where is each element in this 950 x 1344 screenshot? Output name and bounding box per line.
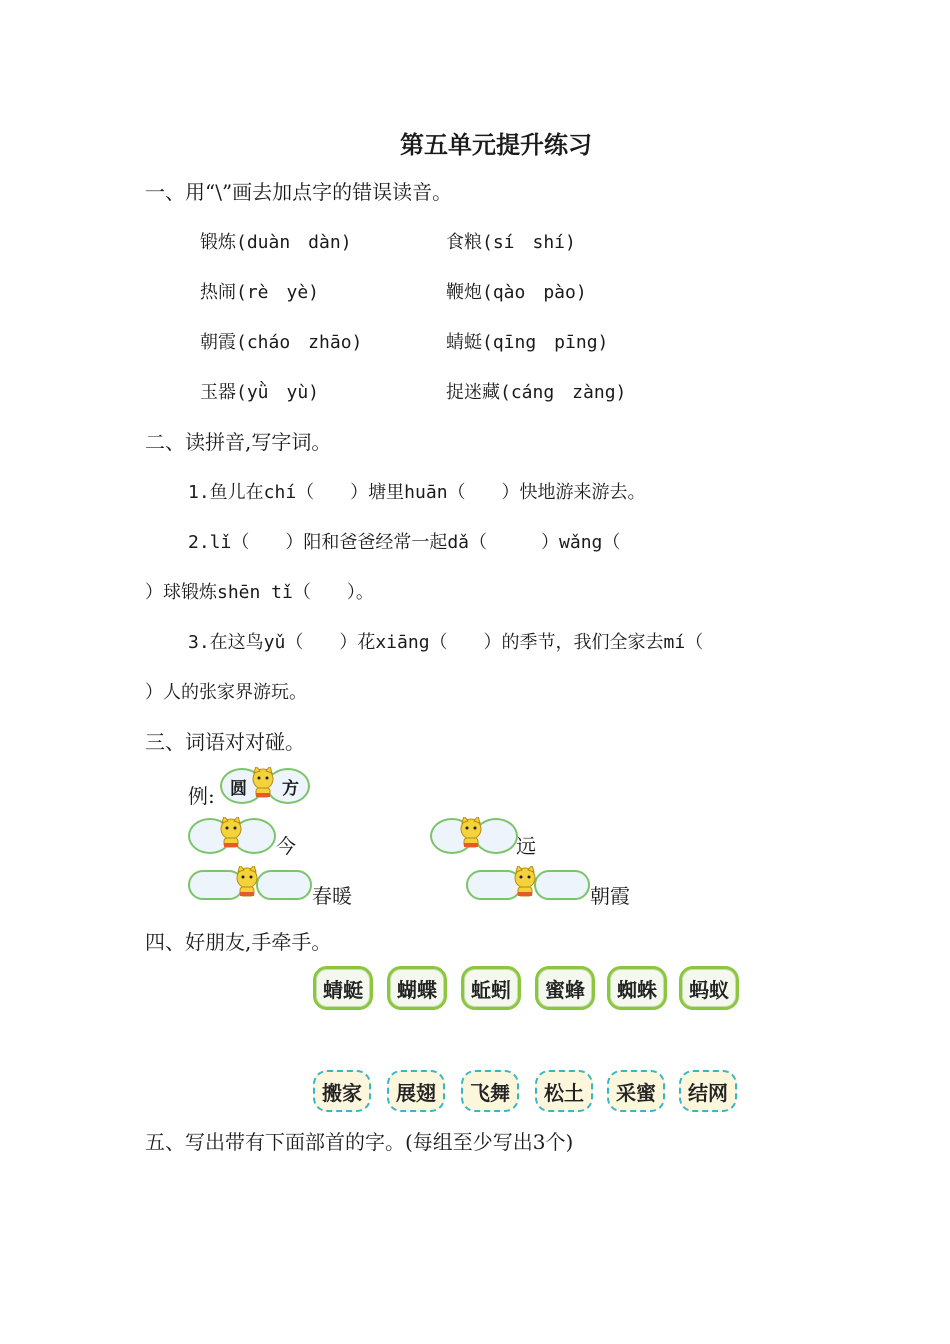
cartoon-cat-icon	[456, 817, 486, 851]
action-card[interactable]: 采蜜	[607, 1070, 665, 1112]
insect-card[interactable]: 蜻蜓	[313, 966, 373, 1010]
insect-card[interactable]: 蜜蜂	[535, 966, 595, 1010]
q2-line: ）球锻炼shēn tǐ（ ）。	[145, 582, 374, 603]
q1-item: 捉迷藏(cáng zàng)	[446, 382, 627, 403]
pair-word: 远	[516, 834, 536, 858]
insect-card[interactable]: 蜘蛛	[607, 966, 667, 1010]
example-right-char: 方	[282, 779, 299, 799]
pair-word: 今	[276, 834, 296, 858]
example-left-char: 圆	[230, 779, 247, 799]
action-card[interactable]: 飞舞	[461, 1070, 519, 1112]
cartoon-cat-icon	[216, 817, 246, 851]
q3-example-label: 例:	[188, 784, 215, 808]
pair-word: 朝霞	[590, 884, 630, 908]
cartoon-cat-icon	[248, 767, 278, 801]
q1-item: 蜻蜓(qīng pīng)	[446, 332, 609, 353]
action-card[interactable]: 展翅	[387, 1070, 445, 1112]
q1-item: 朝霞(cháo zhāo)	[200, 332, 363, 353]
q2-line: 2.lǐ（ ）阳和爸爸经常一起dǎ（ ）wǎng（	[188, 532, 621, 553]
action-card[interactable]: 搬家	[313, 1070, 371, 1112]
q2-line: 3.在这鸟yǔ（ ）花xiāng（ ）的季节，我们全家去mí（	[188, 632, 704, 653]
q3-heading: 三、词语对对碰。	[145, 730, 305, 754]
q4-heading: 四、好朋友,手牵手。	[145, 930, 332, 954]
cartoon-cat-icon	[510, 866, 540, 900]
action-card[interactable]: 结网	[679, 1070, 737, 1112]
q2-heading: 二、读拼音,写字词。	[145, 430, 332, 454]
pair-word: 春暖	[312, 884, 352, 908]
q1-heading: 一、用“\”画去加点字的错误读音。	[145, 180, 453, 204]
cartoon-cat-icon	[232, 866, 262, 900]
insect-card[interactable]: 蚂蚁	[679, 966, 739, 1010]
q5-heading: 五、写出带有下面部首的字。(每组至少写出3个)	[145, 1130, 574, 1154]
pair-right-pill[interactable]	[256, 870, 312, 900]
q1-item: 食粮(sí shí)	[446, 232, 576, 253]
q2-line: 1.鱼儿在chí（ ）塘里huān（ ）快地游来游去。	[188, 482, 646, 503]
q2-line: ）人的张家界游玩。	[145, 682, 307, 703]
q1-item: 鞭炮(qào pào)	[446, 282, 587, 303]
action-card[interactable]: 松土	[535, 1070, 593, 1112]
q1-item: 热闹(rè yè)	[200, 282, 320, 303]
pair-right-pill[interactable]	[534, 870, 590, 900]
q1-item: 玉器(yǜ yù)	[200, 382, 320, 403]
q1-item: 锻炼(duàn dàn)	[200, 232, 352, 253]
page-title: 第五单元提升练习	[400, 130, 592, 159]
insect-card[interactable]: 蚯蚓	[461, 966, 521, 1010]
insect-card[interactable]: 蝴蝶	[387, 966, 447, 1010]
